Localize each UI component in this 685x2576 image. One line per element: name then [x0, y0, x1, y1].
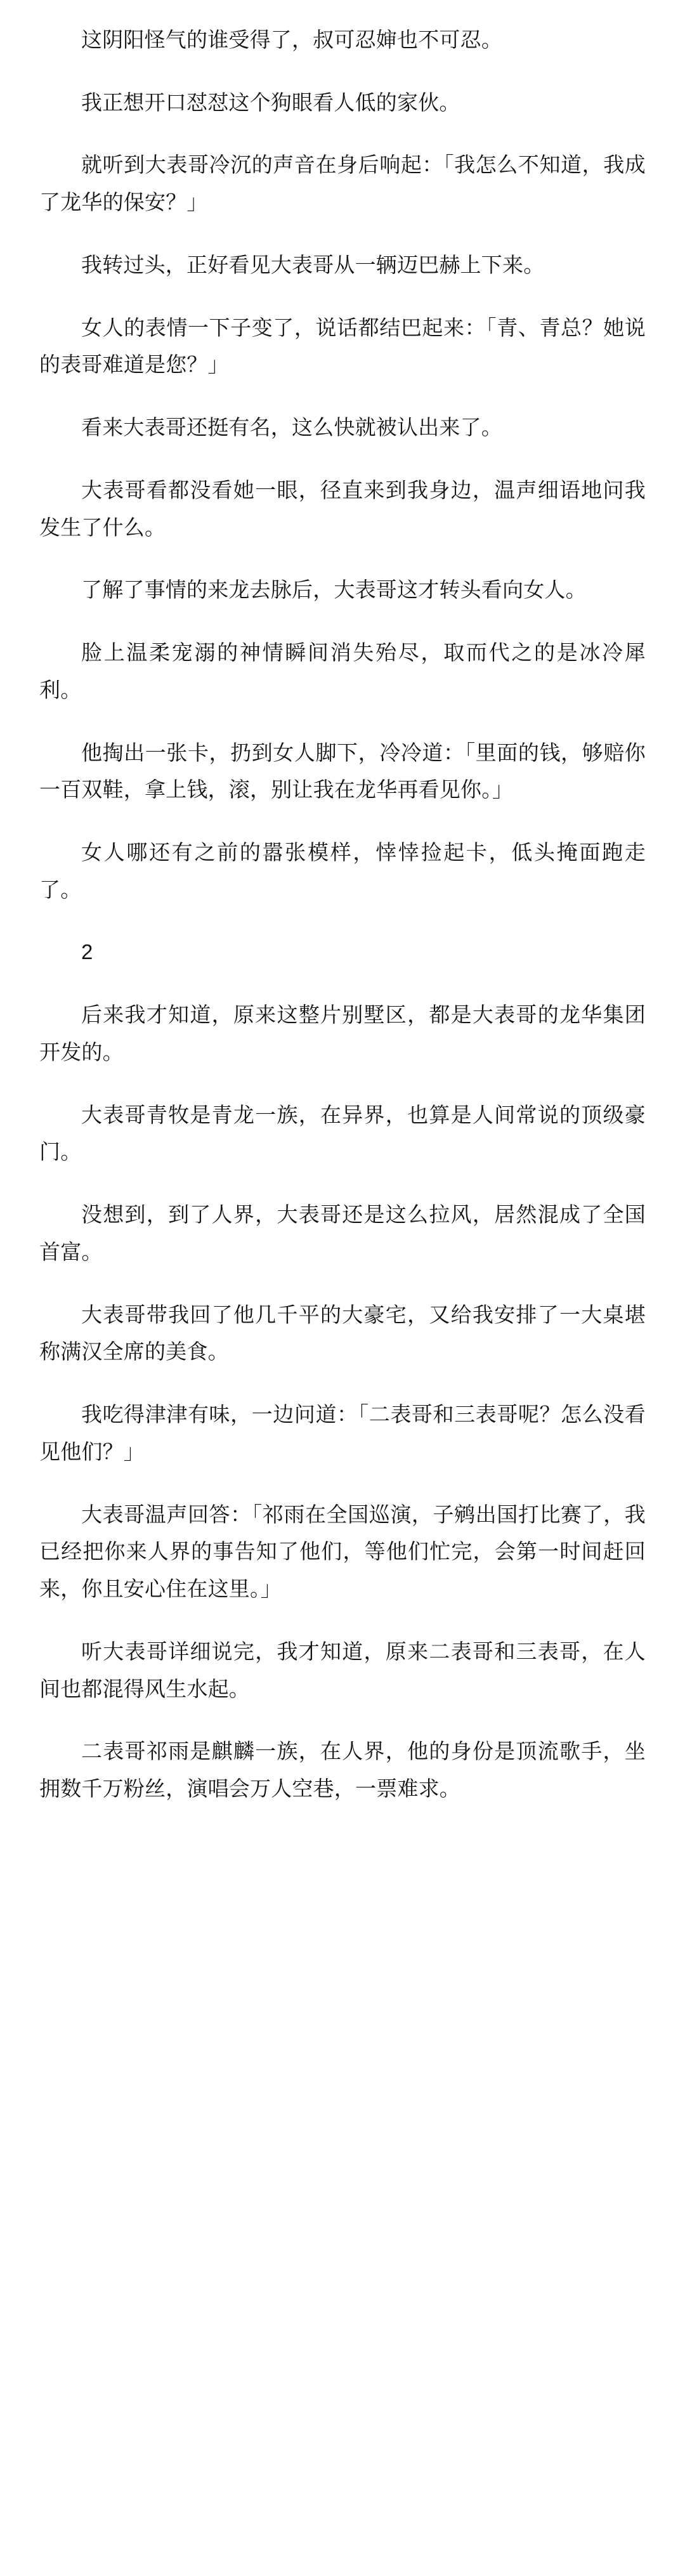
paragraph: 就听到大表哥冷沉的声音在身后响起：「我怎么不知道，我成了龙华的保安？」 — [39, 153, 646, 214]
paragraph: 大表哥带我回了他几千平的大豪宅，又给我安排了一大桌堪称满汉全席的美食。 — [39, 1302, 646, 1364]
paragraph: 大表哥看都没看她一眼，径直来到我身边，温声细语地问我发生了什么。 — [39, 478, 646, 539]
section-number: 2 — [81, 940, 93, 964]
document-content — [39, 22, 646, 1808]
paragraph: 我正想开口怼怼这个狗眼看人低的家伙。 — [81, 90, 460, 114]
paragraph: 了解了事情的来龙去脉后，大表哥这才转头看向女人。 — [81, 578, 587, 602]
paragraph: 看来大表哥还挺有名，这么快就被认出来了。 — [81, 415, 502, 440]
paragraph: 二表哥祁雨是麒麟一族，在人界，他的身份是顶流歌手，坐拥数千万粉丝，演唱会万人空巷，一票难求。 — [39, 1739, 646, 1800]
paragraph: 大表哥温声回答：「祁雨在全国巡演，子鹓出国打比赛了，我已经把你来人界的事告知了他们，等他们忙完，会第一时间赶回来，你且安心住在这里。」 — [39, 1502, 646, 1601]
paragraph: 大表哥青牧是青龙一族，在异界，也算是人间常说的顶级豪门。 — [39, 1102, 646, 1164]
paragraph: 脸上温柔宠溺的神情瞬间消失殆尽，取而代之的是冰冷犀利。 — [39, 641, 646, 702]
paragraph: 这阴阳怪气的谁受得了，叔可忍婶也不可忍。 — [81, 28, 502, 51]
paragraph: 我吃得津津有味，一边问道：「二表哥和三表哥呢？怎么没看见他们？」 — [39, 1402, 646, 1463]
paragraph: 女人的表情一下子变了，说话都结巴起来：「青、青总？她说的表哥难道是您？」 — [39, 315, 646, 377]
paragraph: 听大表哥详细说完，我才知道，原来二表哥和三表哥，在人间也都混得风生水起。 — [39, 1639, 646, 1701]
paragraph: 后来我才知道，原来这整片别墅区，都是大表哥的龙华集团开发的。 — [39, 1003, 646, 1064]
paragraph: 没想到，到了人界，大表哥还是这么拉风，居然混成了全国首富。 — [39, 1203, 646, 1264]
paragraph: 女人哪还有之前的嚣张模样，悻悻捡起卡，低头掩面跑走了。 — [39, 840, 646, 901]
paragraph: 他掏出一张卡，扔到女人脚下，冷冷道：「里面的钱，够赔你一百双鞋，拿上钱，滚，别让我在龙华再看见你。」 — [39, 740, 646, 802]
paragraph: 我转过头，正好看见大表哥从一辆迈巴赫上下来。 — [81, 252, 545, 277]
